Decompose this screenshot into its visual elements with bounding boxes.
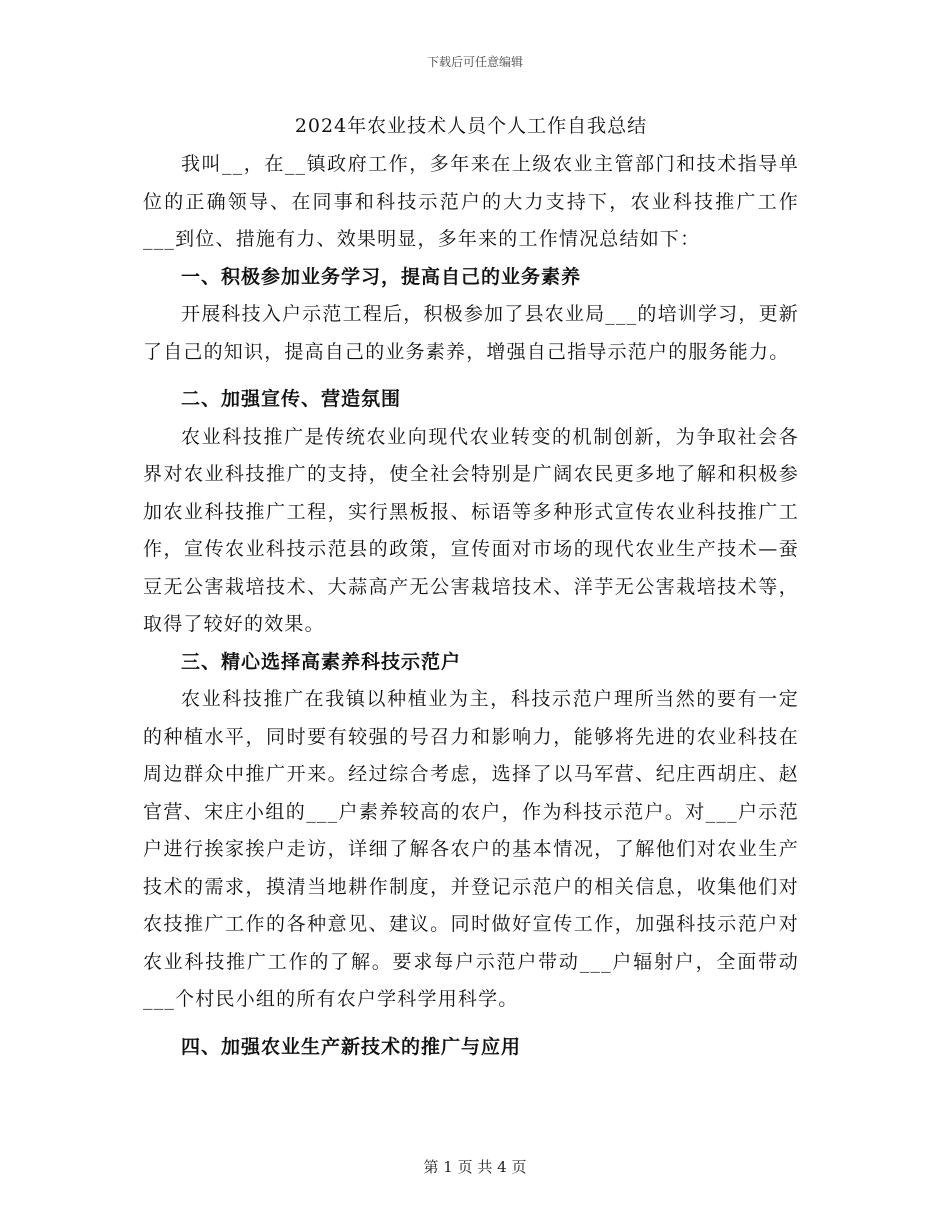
section-heading-1: 一、积极参加业务学习，提高自己的业务素养 [181, 265, 582, 288]
section-body-1: 开展科技入户示范工程后，积极参加了县农业局___的培训学习，更新了自己的知识，提高自己的业务素养，增强自己指导示范户的服务能力。 [143, 303, 799, 363]
section-heading-2: 二、加强宣传、营造氛围 [181, 388, 402, 410]
document-title: 2024年农业技术人员个人工作自我总结 [294, 115, 648, 137]
section-heading-4: 四、加强农业生产新技术的推广与应用 [181, 1035, 522, 1058]
document-body [143, 108, 799, 1066]
intro-paragraph: 我叫__，在__镇政府工作，多年来在上级农业主管部门和技术指导单位的正确领导、在同事和科技示范户的大力支持下，农业科技推广工作___到位、措施有力、效果明显，多年来的工作情况总结如下： [143, 153, 799, 250]
section-body-2: 农业科技推广是传统农业向现代农业转变的机制创新，为争取社会各界对农业科技推广的支持，使全社会特别是广阔农民更多地了解和积极参加农业科技推广工程，实行黑板报、标语等多种形式宣传农业科技推广工作，宣传农业科技示范县的政策，宣传面对市场的现代农业生产技术—蚕豆无公害栽培技术、大蒜高产无公害栽培技术、洋芋无公害栽培技术等，取得了较好的效果。 [143, 425, 799, 635]
page-footer: 第 1 页 共 4 页 [423, 1158, 527, 1176]
section-body-3: 农业科技推广在我镇以种植业为主，科技示范户理所当然的要有一定的种植水平，同时要有较强的号召力和影响力，能够将先进的农业科技在周边群众中推广开来。经过综合考虑，选择了以马军营、纪庄西胡庄、赵官营、宋庄小组的___户素养较高的农户，作为科技示范户。对___户示范户进行挨家挨户走访，详细了解各农户的基本情况，了解他们对农业生产技术的需求，摸清当地耕作制度，并登记示范户的相关信息，收集他们对农技推广工作的各种意见、建议。同时做好宣传工作，加强科技示范户对农业科技推广工作的了解。要求每户示范户带动___户辐射户，全面带动___个村民小组的所有农户学科学用科学。 [143, 688, 799, 1010]
header-note: 下载后可任意编辑 [426, 55, 523, 69]
section-heading-3: 三、精心选择高素养科技示范户 [181, 650, 462, 673]
